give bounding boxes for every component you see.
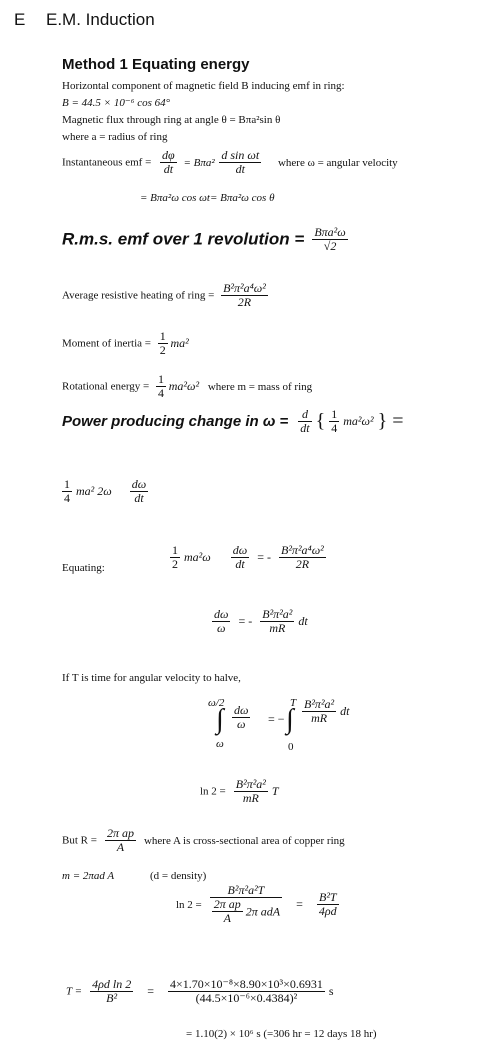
rotational-num: 1 <box>158 372 165 386</box>
final-unit: s <box>328 984 334 999</box>
inertia-num: 1 <box>159 329 166 343</box>
separated-w-fraction <box>212 608 230 635</box>
emf-prefix: Instantaneous emf = <box>62 156 152 169</box>
power-l2-d-den: dt <box>134 491 144 506</box>
final-b-fraction <box>168 978 325 1005</box>
page-title: E.M. Induction <box>46 10 155 29</box>
equating-h-num: 1 <box>172 543 178 557</box>
equation-heating <box>62 282 268 309</box>
text-horizontal: Horizontal component of magnetic field B inducing emf in ring: <box>62 80 345 92</box>
equating-d-num: dω <box>232 543 248 557</box>
int1-lower: ω <box>216 738 224 750</box>
rotational-where: where m = mass of ring <box>207 380 313 393</box>
equating-label: Equating: <box>62 562 105 574</box>
ln2b-r-fraction <box>317 891 339 918</box>
separated-eq: = - <box>238 614 253 629</box>
equating-eq: = - <box>257 550 271 565</box>
power-l2-mid: ma² 2ω <box>76 484 112 499</box>
halve-eq: = − <box>268 712 285 726</box>
ln2b-inner-fraction <box>212 898 243 925</box>
emf-mid: = Bπa² <box>183 156 215 169</box>
halve-g-den: mR <box>311 711 328 726</box>
separated-s-fraction <box>260 608 294 635</box>
section-letter: E <box>14 10 26 29</box>
ln2b-eq: = <box>296 897 303 912</box>
ln2b-inner-den: A <box>223 911 231 926</box>
emf-frac2-den: dt <box>235 162 245 177</box>
ln2b-label: ln 2 = <box>176 898 202 911</box>
final-b-den: (44.5×10⁻⁶×0.4384)² <box>195 991 298 1006</box>
emf-where: where ω = angular velocity <box>277 156 398 169</box>
equating-d-den: dt <box>235 557 245 572</box>
power-d-num: d <box>298 408 311 422</box>
equating-h-den: 2 <box>172 557 178 572</box>
power-q-tail: ma²ω² <box>343 414 374 429</box>
halve-f-den: ω <box>237 717 246 732</box>
separated-w-num: dω <box>214 607 229 621</box>
halve-g-fraction <box>302 698 336 725</box>
rms-den: √2 <box>323 239 337 254</box>
inertia-label: Moment of inertia = <box>62 337 151 350</box>
equation-B: B = 44.5 × 10⁻⁶ cos 64° <box>62 97 171 109</box>
int2-upper: T <box>290 697 297 709</box>
emf-fraction-2 <box>219 149 261 176</box>
final-a-fraction <box>90 978 133 1005</box>
resist-num: 2π ap <box>106 826 134 840</box>
equation-rms <box>62 226 348 253</box>
ln2b-r-num: B²T <box>317 891 339 905</box>
inertia-fraction <box>158 330 168 357</box>
halve-label: If T is time for angular velocity to halve, <box>62 672 241 684</box>
heating-num: B²π²a⁴ω² <box>223 281 266 295</box>
inertia-den: 2 <box>159 343 166 358</box>
separated-s-num: B²π²a² <box>262 607 293 621</box>
equation-rotational <box>62 373 312 400</box>
halve-f-fraction <box>232 704 250 731</box>
equation-emf <box>62 149 398 176</box>
equating-r-num: B²π²a⁴ω² <box>281 543 324 557</box>
equating-h-tail: ma²ω <box>184 550 211 565</box>
ln2-label: ln 2 = <box>200 785 226 798</box>
ln2b-inner-tail: 2π adA <box>245 904 281 919</box>
text-flux: Magnetic flux through ring at angle θ = Bπa²sin θ <box>62 114 281 126</box>
equation-resist <box>62 827 345 854</box>
equating-h-fraction <box>170 544 180 571</box>
integral-1: ∫ <box>216 704 224 735</box>
equation-ln2 <box>200 778 279 805</box>
rms-fraction <box>312 226 347 253</box>
ln2b-den <box>210 898 282 925</box>
ln2b-inner-num: 2π ap <box>213 897 241 912</box>
ln2-fraction <box>234 778 268 805</box>
separated-tail: dt <box>298 614 308 629</box>
heating-label: Average resistive heating of ring = <box>62 289 215 302</box>
text-where-a: where a = radius of ring <box>62 131 168 143</box>
rms-label: R.m.s. emf over 1 revolution = <box>62 229 305 249</box>
halve-f <box>232 704 250 731</box>
equating-r-fraction <box>279 544 326 571</box>
resist-den: A <box>116 840 125 855</box>
power-brace-close: } = <box>377 410 404 433</box>
ln2-den: mR <box>242 791 259 806</box>
power-l2-den: 4 <box>64 491 70 506</box>
ln2-num: B²π²a² <box>235 777 266 791</box>
integral-2: ∫ <box>286 704 294 735</box>
halve-f-num: dω <box>234 703 249 717</box>
power-brace-open: { <box>315 410 326 433</box>
separated-w-den: ω <box>217 621 226 636</box>
resist-prefix: But R = <box>62 834 97 847</box>
heating-den: 2R <box>237 295 252 310</box>
density-note: (d = density) <box>150 870 207 882</box>
equating-r-den: 2R <box>295 557 310 572</box>
separated-s-den: mR <box>269 621 286 636</box>
halve-g-num: B²π²a² <box>304 697 335 711</box>
power-q-fraction <box>329 408 339 435</box>
int2-lower: 0 <box>288 741 294 753</box>
equation-inertia <box>62 330 189 357</box>
ln2-tail: T <box>271 784 279 799</box>
power-d-den: dt <box>300 421 310 436</box>
resist-fraction <box>105 827 136 854</box>
ln2b-big-fraction <box>210 884 282 926</box>
emf-fraction-1 <box>160 149 177 176</box>
equation-final <box>66 978 334 1005</box>
emf-result: = Bπa²ω cos ωt= Bπa²ω cos θ <box>140 192 275 204</box>
rotational-label: Rotational energy = <box>62 380 150 393</box>
emf-frac1-den: dt <box>163 162 174 177</box>
power-q-num: 1 <box>331 407 338 421</box>
inertia-tail: ma² <box>170 336 189 351</box>
power-l2-d-num: dω <box>131 477 147 491</box>
equation-equating <box>170 544 326 571</box>
power-l2-d-fraction <box>130 478 148 505</box>
mass-equation: m = 2πad A <box>62 870 115 882</box>
final-a-den: B² <box>106 991 118 1006</box>
heating-fraction <box>221 282 268 309</box>
final-result: = 1.10(2) × 10⁶ s (=306 hr = 12 days 18 hr) <box>186 1028 377 1040</box>
equation-power <box>62 408 403 435</box>
halve-g <box>302 698 349 725</box>
emf-frac2-num: d sin ωt <box>221 148 260 162</box>
power-l2-fraction <box>62 478 72 505</box>
equation-ln2b <box>176 884 339 926</box>
ln2b-num: B²π²a²T <box>210 884 282 898</box>
int1-upper: ω/2 <box>208 697 225 709</box>
power-label: Power producing change in ω = <box>62 413 289 431</box>
power-q-den: 4 <box>331 421 338 436</box>
power-d-fraction <box>298 408 311 435</box>
rotational-den: 4 <box>158 386 165 401</box>
emf-frac1-num: dφ <box>162 148 175 162</box>
rotational-tail: ma²ω² <box>168 379 200 394</box>
method-heading: Method 1 Equating energy <box>62 56 250 73</box>
power-l2-num: 1 <box>64 477 70 491</box>
ln2b-r-den: 4ρd <box>318 904 337 919</box>
rms-num: Bπa²ω <box>314 225 346 239</box>
equation-power-line2 <box>62 478 148 505</box>
final-a-num: 4ρd ln 2 <box>92 977 132 991</box>
final-prefix: T = <box>66 985 83 998</box>
equation-separated <box>212 608 308 635</box>
rotational-fraction <box>156 373 166 400</box>
final-eq: = <box>147 984 154 999</box>
resist-where: where A is cross-sectional area of copper ring <box>143 834 345 847</box>
halve-g-tail: dt <box>340 704 350 719</box>
final-b-num: 4×1.70×10⁻⁸×8.90×10³×0.6931 <box>169 977 323 991</box>
equating-d-fraction <box>231 544 249 571</box>
